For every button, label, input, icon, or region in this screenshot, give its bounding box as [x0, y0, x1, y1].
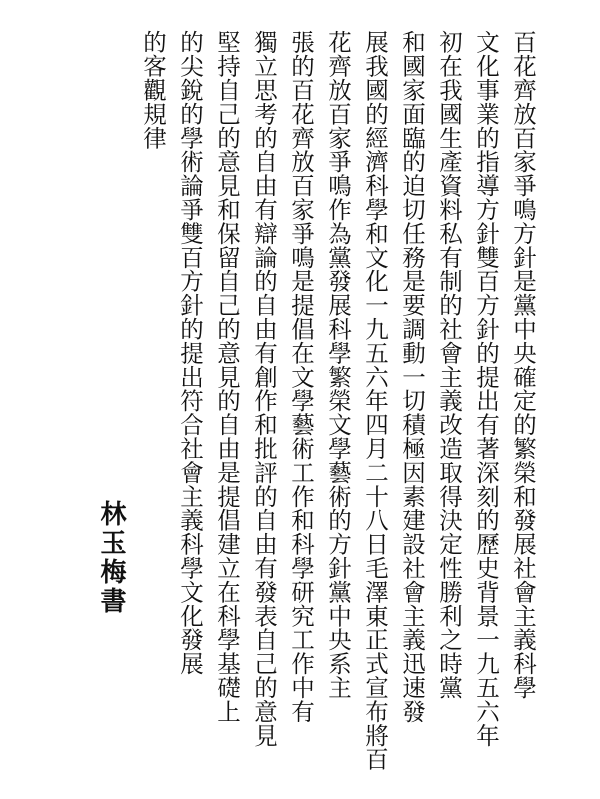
text-column-9: 堅持自己的意見和保留自己的意見的自由是提倡建立在科學基礎上 [213, 30, 241, 724]
text-column-6: 花齊放百家爭鳴作為黨發展科學繁榮文學藝術的方針黨中央系主 [324, 30, 352, 700]
text-column-8: 獨立思考的自由有辯論的自由有創作和批評的自由有發表自己的意見 [250, 30, 278, 747]
text-column-11: 的客觀規律 [139, 30, 167, 150]
text-column-2: 文化事業的指導方針雙百方針的提出有著深刻的歷史背景一九五六年 [472, 30, 500, 747]
text-column-1: 百花齊放百家爭鳴方針是黨中央確定的繁榮和發展社會主義科學 [509, 30, 537, 700]
text-column-10: 的尖銳的學術論爭雙百方針的提出符合社會主義科學文化發展 [176, 30, 204, 676]
text-column-3: 初在我國生產資料私有制的社會主義改造取得決定性勝利之時黨 [435, 30, 463, 700]
text-column-7: 張的百花齊放百家爭鳴是提倡在文學藝術工作和科學研究工作中有 [287, 30, 315, 724]
text-column-4: 和國家面臨的迫切任務是要調動一切積極因素建設社會主義迅速發 [398, 30, 426, 724]
text-column-5: 展我國的經濟科學和文化一九五六年四月二十八日毛澤東正式宣布將百 [361, 30, 389, 771]
signature: 林玉梅書 [96, 500, 126, 616]
